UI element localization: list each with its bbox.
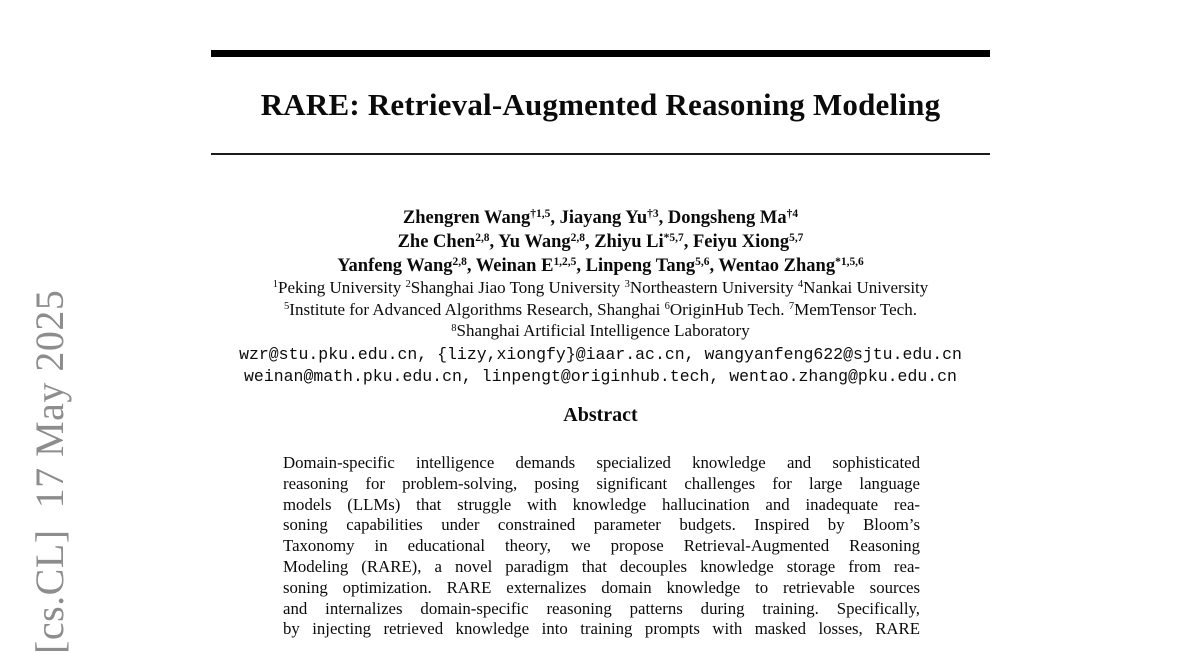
affiliation-block xyxy=(211,277,990,342)
text-row xyxy=(211,206,990,230)
abstract-heading: Abstract xyxy=(563,404,638,426)
text-segment: Zhe Chen xyxy=(397,232,476,252)
text-segment: Peking University xyxy=(277,278,406,297)
text-row xyxy=(211,277,990,299)
superscript: 1,2,5 xyxy=(553,255,577,268)
text-line: reasoning for problem-solving, posing significant challenges for large language xyxy=(283,473,920,493)
email-block xyxy=(211,344,990,387)
text-line: soning optimization. RARE externalizes domain knowledge to retrievable sources xyxy=(283,577,920,597)
text-row xyxy=(211,299,990,321)
superscript: 6 xyxy=(664,300,670,312)
text-row xyxy=(211,320,990,342)
text-segment: Northeastern University xyxy=(629,278,798,297)
superscript: 5 xyxy=(284,300,290,312)
superscript: 5,7 xyxy=(789,231,804,244)
paper-content xyxy=(211,0,990,648)
text-line: Taxonomy in educational theory, we propose Retrieval-Augmented Reasoning xyxy=(283,536,920,556)
superscript: 2,8 xyxy=(570,231,585,244)
text-line: weinan@math.pku.edu.cn, linpengt@originhub.tech, wentao.zhang@pku.edu.cn xyxy=(244,366,957,386)
text-segment: MemTensor Tech. xyxy=(794,299,917,319)
superscript: 1 xyxy=(272,279,278,291)
superscript: 4 xyxy=(797,279,804,291)
text-row xyxy=(211,230,990,254)
arxiv-stamp: [cs.CL] 17 May 2025 xyxy=(27,289,72,654)
text-segment: , Feiyu Xiong xyxy=(683,232,790,252)
superscript: *1,5,6 xyxy=(835,255,864,268)
superscript: 2,8 xyxy=(475,231,490,244)
text-segment: , Linpeng Tang xyxy=(576,256,696,276)
paper-title: RARE: Retrieval-Augmented Reasoning Modeling xyxy=(260,87,941,122)
text-segment: Institute for Advanced Algorithms Research, Shanghai xyxy=(289,299,665,319)
abstract-body xyxy=(283,453,920,640)
text-line: and internalizes domain-specific reasoning patterns during training. Specifically, xyxy=(283,598,920,618)
superscript: *5,7 xyxy=(663,231,684,244)
text-segment: , Weinan E xyxy=(466,256,554,276)
text-segment: , Yu Wang xyxy=(489,232,571,252)
superscript: 7 xyxy=(788,300,795,312)
text-segment: , Zhiyu Li xyxy=(584,232,664,252)
text-row xyxy=(211,254,990,278)
text-segment: Nankai University xyxy=(803,278,929,297)
title-rule-top xyxy=(211,50,990,57)
text-segment: , Jiayang Yu xyxy=(550,208,648,228)
title-rule-bottom xyxy=(211,153,990,155)
superscript: 2 xyxy=(405,279,411,291)
superscript: †3 xyxy=(647,207,659,220)
superscript: 3 xyxy=(624,279,630,291)
text-line: Domain-specific intelligence demands specialized knowledge and sophisticated xyxy=(283,453,920,472)
superscript: 5,6 xyxy=(695,255,710,268)
text-line: by injecting retrieved knowledge into training prompts with masked losses, RARE xyxy=(283,619,920,639)
superscript: 2,8 xyxy=(452,255,467,268)
author-block xyxy=(211,206,990,278)
text-segment: Yanfeng Wang xyxy=(337,256,453,276)
superscript: †4 xyxy=(786,207,799,220)
text-segment: Zhengren Wang xyxy=(402,208,531,228)
text-segment: Shanghai Jiao Tong University xyxy=(410,278,625,297)
superscript: 8 xyxy=(451,322,457,334)
text-line: models (LLMs) that struggle with knowledge hallucination and inadequate rea- xyxy=(283,494,920,514)
text-line: wzr@stu.pku.edu.cn, {lizy,xiongfy}@iaar.ac.cn, wangyanfeng622@sjtu.edu.cn xyxy=(239,345,962,364)
text-line: soning capabilities under constrained parameter budgets. Inspired by Bloom’s xyxy=(283,515,920,535)
superscript: †1,5 xyxy=(530,207,551,220)
text-segment: , Wentao Zhang xyxy=(709,256,836,276)
text-segment: , Dongsheng Ma xyxy=(658,208,787,228)
text-segment: Shanghai Artificial Intelligence Laboratory xyxy=(456,321,750,341)
text-segment: OriginHub Tech. xyxy=(669,299,789,319)
text-line: Modeling (RARE), a novel paradigm that decouples knowledge storage from rea- xyxy=(283,556,920,576)
